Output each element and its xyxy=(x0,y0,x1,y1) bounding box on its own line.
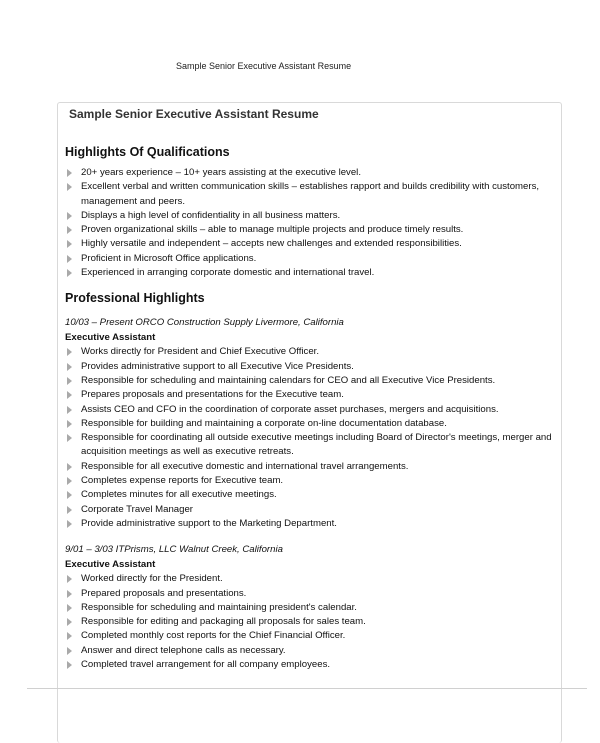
list-item: Answer and direct telephone calls as necessary. xyxy=(65,644,565,658)
bullet-arrow-icon xyxy=(67,618,72,626)
bullet-arrow-icon xyxy=(67,661,72,669)
list-item: Highly versatile and independent – accepts new challenges and extended responsibilities. xyxy=(65,237,565,251)
bullet-arrow-icon xyxy=(67,377,72,385)
job-role: Executive Assistant xyxy=(65,332,156,344)
bullet-arrow-icon xyxy=(67,348,72,356)
job-dates-company: 9/01 – 3/03 ITPrisms, LLC Walnut Creek, California xyxy=(65,544,283,556)
list-item: Completes expense reports for Executive team. xyxy=(65,474,565,488)
list-item: Provide administrative support to the Marketing Department. xyxy=(65,517,565,531)
bullet-arrow-icon xyxy=(67,255,72,263)
job-role: Executive Assistant xyxy=(65,559,156,571)
job-duties-list xyxy=(65,572,565,672)
bullet-arrow-icon xyxy=(67,212,72,220)
list-item: Responsible for editing and packaging all proposals for sales team. xyxy=(65,615,565,629)
bullet-arrow-icon xyxy=(67,590,72,598)
list-item: Assists CEO and CFO in the coordination of corporate asset purchases, mergers and acquisitions. xyxy=(65,403,565,417)
list-item: Worked directly for the President. xyxy=(65,572,565,586)
list-item: Corporate Travel Manager xyxy=(65,503,565,517)
list-item: Prepared proposals and presentations. xyxy=(65,587,565,601)
bullet-arrow-icon xyxy=(67,240,72,248)
bullet-arrow-icon xyxy=(67,491,72,499)
bullet-arrow-icon xyxy=(67,463,72,471)
list-item: Responsible for building and maintaining a corporate on-line documentation database. xyxy=(65,417,565,431)
highlights-section xyxy=(65,144,565,280)
panel-title: Sample Senior Executive Assistant Resume xyxy=(69,107,319,121)
bullet-arrow-icon xyxy=(67,420,72,428)
list-item: Experienced in arranging corporate domestic and international travel. xyxy=(65,266,565,280)
divider xyxy=(27,688,587,689)
list-item: Responsible for scheduling and maintaining calendars for CEO and all Executive Vice Presidents. xyxy=(65,374,565,388)
list-item: Proven organizational skills – able to manage multiple projects and produce timely results. xyxy=(65,223,565,237)
page-caption: Sample Senior Executive Assistant Resume xyxy=(176,61,352,71)
list-item: Proficient in Microsoft Office applications. xyxy=(65,252,565,266)
bullet-arrow-icon xyxy=(67,575,72,583)
list-item: Completed travel arrangement for all company employees. xyxy=(65,658,565,672)
bullet-arrow-icon xyxy=(67,406,72,414)
job-entry xyxy=(65,316,565,531)
list-item: Works directly for President and Chief Executive Officer. xyxy=(65,345,565,359)
bullet-arrow-icon xyxy=(67,632,72,640)
list-item: Responsible for coordinating all outside executive meetings including Board of Director's meetings, merger and acquisition meetings as well as executive retreats. xyxy=(65,431,565,460)
list-item: 20+ years experience – 10+ years assisting at the executive level. xyxy=(65,166,565,180)
list-item: Prepares proposals and presentations for the Executive team. xyxy=(65,388,565,402)
list-item: Responsible for scheduling and maintaining president's calendar. xyxy=(65,601,565,615)
bullet-arrow-icon xyxy=(67,183,72,191)
bullet-arrow-icon xyxy=(67,363,72,371)
professional-heading: Professional Highlights xyxy=(65,291,205,306)
list-item: Responsible for all executive domestic and international travel arrangements. xyxy=(65,460,565,474)
bullet-arrow-icon xyxy=(67,604,72,612)
bullet-arrow-icon xyxy=(67,506,72,514)
list-item: Excellent verbal and written communication skills – establishes rapport and builds credibility with customers, management and peers. xyxy=(65,180,565,209)
bullet-arrow-icon xyxy=(67,434,72,442)
bullet-arrow-icon xyxy=(67,520,72,528)
resume-content xyxy=(65,144,565,672)
bullet-arrow-icon xyxy=(67,226,72,234)
bullet-arrow-icon xyxy=(67,477,72,485)
highlights-heading: Highlights Of Qualifications xyxy=(65,145,230,159)
professional-section xyxy=(65,290,565,672)
bullet-arrow-icon xyxy=(67,169,72,177)
bullet-arrow-icon xyxy=(67,391,72,399)
job-entry xyxy=(65,543,565,672)
job-dates-company: 10/03 – Present ORCO Construction Supply Livermore, California xyxy=(65,317,344,329)
highlights-list xyxy=(65,166,565,280)
list-item: Completed monthly cost reports for the Chief Financial Officer. xyxy=(65,629,565,643)
bullet-arrow-icon xyxy=(67,269,72,277)
job-duties-list xyxy=(65,345,565,531)
list-item: Provides administrative support to all Executive Vice Presidents. xyxy=(65,360,565,374)
bullet-arrow-icon xyxy=(67,647,72,655)
list-item: Completes minutes for all executive meetings. xyxy=(65,488,565,502)
list-item: Displays a high level of confidentiality in all business matters. xyxy=(65,209,565,223)
